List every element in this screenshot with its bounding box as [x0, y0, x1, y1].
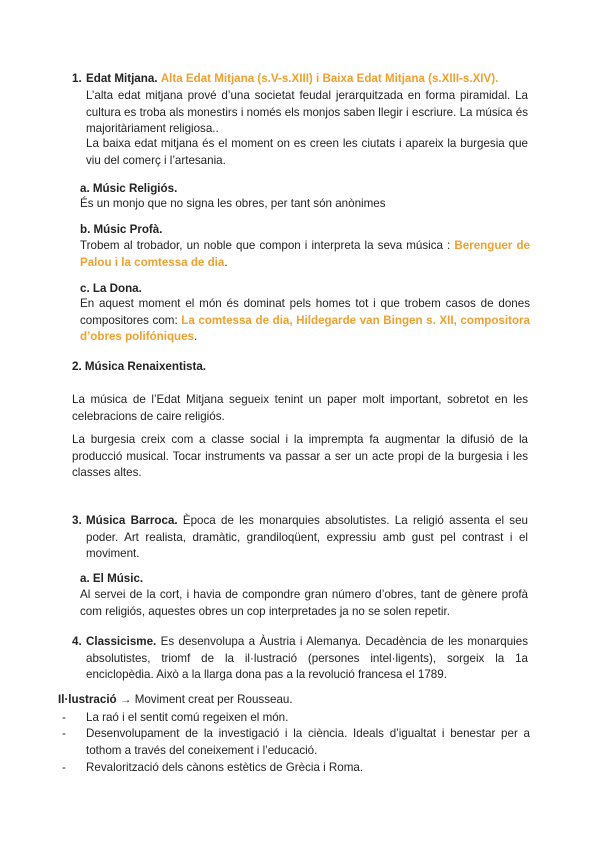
section-2-heading: 2. Música Renaixentista.: [72, 360, 207, 373]
subsection-1c-text: [80, 296, 530, 346]
subsection-1c-highlight: La comtessa de dia, Hildegarde van Bingen s. XII, compositora d’obres polifóniques: [80, 313, 530, 343]
illustracio-text: Moviment creat per Rousseau.: [131, 693, 293, 706]
subsection-1b-title: b. Músic Profà.: [80, 223, 163, 236]
list-item: La raó i el sentit comú regeixen el món.: [86, 711, 289, 724]
bullet-dash: -: [62, 761, 66, 774]
section-4-body: Es desenvolupa a Àustria i Alemanya. Decadència de les monarquies absolutistes, triomf de la il·lustració (persones intel·ligents), sorgeix la 1a enciclopèdia. Això a la llarga dona pas a la revolució francesa el 1789.: [86, 635, 528, 681]
subsection-1b-end: .: [224, 255, 228, 269]
illustracio-label: Il·lustració: [58, 693, 117, 706]
section-3-number: 3.: [72, 514, 82, 527]
section-4-heading: Classicisme.: [86, 635, 157, 648]
section-1-paragraph-1: L’alta edat mitjana prové d’una societat feudal jerarquitzada en forma piramidal. La cultura es troba als monestirs i només els monjos saben llegir i escriure. La música és majoritàriament religiosa..: [86, 89, 528, 135]
section-4-text: [86, 634, 528, 684]
subsection-1b-text: [80, 238, 530, 271]
subsection-1c-title: c. La Dona.: [80, 282, 142, 295]
section-4-number: 4.: [72, 635, 82, 648]
bullet-dash: -: [62, 711, 66, 724]
subsection-1c-body: En aquest moment el món és dominat pels homes tot i que trobem casos de dones compositores com:: [80, 297, 530, 327]
section-1-heading: Edat Mitjana.: [86, 72, 158, 85]
arrow-icon: →: [119, 693, 132, 706]
section-3-body: Època de les monarquies absolutistes. La religió assenta el seu poder. Art realista, dramàtic, grandiloqüent, expressiu amb gust pel contrast i el moviment.: [86, 514, 528, 560]
subsection-1a-text: És un monjo que no signa les obres, per tant són anònimes: [80, 197, 386, 210]
section-2-paragraph-1: La música de l’Edat Mitjana segueix tenint un paper molt important, sobretot en les celebracions de caire religiós.: [72, 393, 528, 423]
list-item: Revalorització dels cànons estètics de Grècia i Roma.: [86, 761, 364, 774]
subsection-3a-title: a. El Músic.: [80, 572, 144, 585]
subsection-3a-text: Al servei de la cort, i havia de compondre gran número d’obres, tant de gènere profà com religiós, aquestes obres un cop interpretades ja no se solen repetir.: [80, 588, 528, 618]
section-1-heading-line: [86, 71, 536, 88]
section-1-highlight: Alta Edat Mitjana (s.V-s.XIII) i Baixa Edat Mitjana (s.XIII-s.XIV).: [160, 72, 499, 85]
subsection-1b-body: Trobem al trobador, un noble que compon i interpreta la seva música :: [80, 239, 455, 252]
list-item: Desenvolupament de la investigació i la ciència. Ideals d’igualtat i benestar per a tothom a través del coneixement i l’educació.: [86, 727, 530, 757]
section-1-paragraph-2: La baixa edat mitjana és el moment on es creen les ciutats i apareix la burgesia que viu del comerç i l’artesania.: [86, 137, 528, 167]
section-1-number: 1.: [72, 72, 82, 85]
section-3-text: [86, 513, 528, 563]
section-2-paragraph-2: La burgesia creix com a classe social i la imprempta fa augmentar la difusió de la producció musical. Tocar instruments va passar a ser un acte propi de la burgesia i les classes altes.: [72, 433, 528, 479]
subsection-1c-end: .: [194, 330, 198, 343]
section-3-heading: Música Barroca.: [86, 514, 178, 527]
subsection-1a-title: a. Músic Religiós.: [80, 182, 178, 195]
bullet-dash: -: [62, 727, 66, 740]
subsection-1b-highlight: Berenguer de Palou i la comtessa de dia: [80, 239, 530, 269]
illustracio-line: [58, 692, 293, 709]
